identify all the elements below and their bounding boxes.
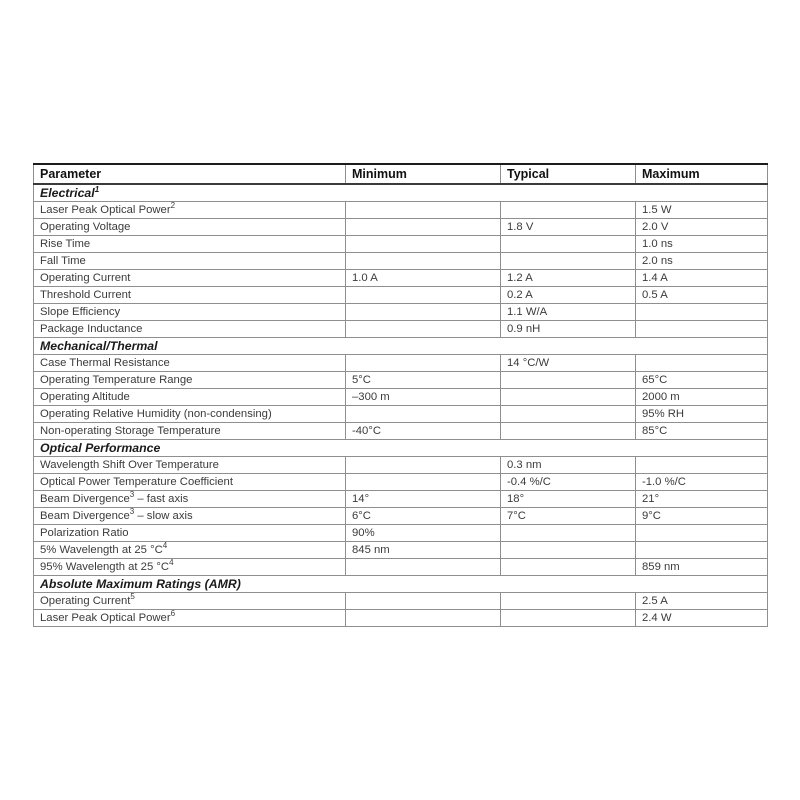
spec-row <box>34 287 768 304</box>
minimum-cell <box>346 304 501 321</box>
typical-cell <box>501 236 636 253</box>
minimum-cell <box>346 253 501 270</box>
parameter-cell: Polarization Ratio <box>34 525 346 542</box>
spec-table-body <box>34 184 768 627</box>
section-row <box>34 184 768 202</box>
spec-row <box>34 406 768 423</box>
minimum-cell <box>346 593 501 610</box>
maximum-cell: 65°C <box>636 372 768 389</box>
maximum-cell: 95% RH <box>636 406 768 423</box>
section-title: Absolute Maximum Ratings (AMR) <box>34 576 768 593</box>
footnote-ref: 1 <box>94 184 100 194</box>
footnote-ref: 4 <box>162 541 168 550</box>
typical-cell: 7°C <box>501 508 636 525</box>
minimum-cell: 6°C <box>346 508 501 525</box>
typical-cell <box>501 253 636 270</box>
maximum-cell: 2.0 V <box>636 219 768 236</box>
col-header-parameter: Parameter <box>34 164 346 184</box>
maximum-cell <box>636 525 768 542</box>
section-title: Electrical$^1$ <box>34 184 768 202</box>
parameter-cell: 95% Wavelength at 25 $^\circ C^4$ <box>34 559 346 576</box>
spec-row <box>34 372 768 389</box>
maximum-cell <box>636 542 768 559</box>
typical-cell <box>501 542 636 559</box>
parameter-cell: Package Inductance <box>34 321 346 338</box>
typical-cell: 18° <box>501 491 636 508</box>
spec-table-container <box>33 163 767 627</box>
typical-cell <box>501 525 636 542</box>
typical-cell <box>501 559 636 576</box>
parameter-cell: Non-operating Storage Temperature <box>34 423 346 440</box>
maximum-cell: 1.0 ns <box>636 236 768 253</box>
section-row <box>34 576 768 593</box>
minimum-cell: 5°C <box>346 372 501 389</box>
spec-row <box>34 219 768 236</box>
spec-row <box>34 491 768 508</box>
minimum-cell: 1.0 A <box>346 270 501 287</box>
table-header-row <box>34 164 768 184</box>
minimum-cell: 845 nm <box>346 542 501 559</box>
typical-cell: 1.1 W/A <box>501 304 636 321</box>
spec-row <box>34 474 768 491</box>
minimum-cell <box>346 287 501 304</box>
spec-table <box>33 163 768 627</box>
spec-row <box>34 559 768 576</box>
parameter-cell: Operating Current <box>34 270 346 287</box>
typical-cell <box>501 372 636 389</box>
maximum-cell: 9°C <box>636 508 768 525</box>
footnote-ref: 3 <box>129 507 135 516</box>
maximum-cell: 2.0 ns <box>636 253 768 270</box>
minimum-cell <box>346 406 501 423</box>
parameter-cell: Rise Time <box>34 236 346 253</box>
parameter-cell: Case Thermal Resistance <box>34 355 346 372</box>
col-header-typical: Typical <box>501 164 636 184</box>
minimum-cell <box>346 321 501 338</box>
minimum-cell <box>346 474 501 491</box>
spec-row <box>34 270 768 287</box>
typical-cell: 14 °C/W <box>501 355 636 372</box>
col-header-minimum: Minimum <box>346 164 501 184</box>
maximum-cell: 2000 m <box>636 389 768 406</box>
maximum-cell: 2.4 W <box>636 610 768 627</box>
spec-row <box>34 423 768 440</box>
spec-row <box>34 355 768 372</box>
parameter-cell: Laser Peak Optical Power$^2$ <box>34 202 346 219</box>
footnote-ref: 2 <box>170 201 176 210</box>
maximum-cell: -1.0 %/C <box>636 474 768 491</box>
typical-cell <box>501 202 636 219</box>
spec-row <box>34 304 768 321</box>
maximum-cell: 21° <box>636 491 768 508</box>
typical-cell: 0.2 A <box>501 287 636 304</box>
minimum-cell <box>346 610 501 627</box>
spec-row <box>34 236 768 253</box>
parameter-cell: Threshold Current <box>34 287 346 304</box>
minimum-cell <box>346 236 501 253</box>
spec-row <box>34 610 768 627</box>
parameter-cell: Fall Time <box>34 253 346 270</box>
maximum-cell: 85°C <box>636 423 768 440</box>
section-row <box>34 338 768 355</box>
minimum-cell <box>346 202 501 219</box>
typical-cell <box>501 593 636 610</box>
section-row <box>34 440 768 457</box>
minimum-cell <box>346 457 501 474</box>
footnote-ref: 5 <box>130 592 135 601</box>
typical-cell <box>501 423 636 440</box>
parameter-cell: Slope Efficiency <box>34 304 346 321</box>
spec-row <box>34 508 768 525</box>
typical-cell: -0.4 %/C <box>501 474 636 491</box>
parameter-cell: Operating Current$^5$ <box>34 593 346 610</box>
parameter-cell: Beam Divergence$^3$ – slow axis <box>34 508 346 525</box>
parameter-cell: Operating Temperature Range <box>34 372 346 389</box>
minimum-cell: 90% <box>346 525 501 542</box>
spec-row <box>34 457 768 474</box>
section-title: Optical Performance <box>34 440 768 457</box>
maximum-cell: 0.5 A <box>636 287 768 304</box>
minimum-cell: 14° <box>346 491 501 508</box>
footnote-ref: 6 <box>170 609 176 618</box>
spec-row <box>34 389 768 406</box>
maximum-cell <box>636 355 768 372</box>
typical-cell <box>501 406 636 423</box>
parameter-cell: Beam Divergence$^3$ – fast axis <box>34 491 346 508</box>
minimum-cell <box>346 219 501 236</box>
typical-cell: 0.9 nH <box>501 321 636 338</box>
col-header-maximum: Maximum <box>636 164 768 184</box>
parameter-cell: 5% Wavelength at 25 $^\circ C^4$ <box>34 542 346 559</box>
typical-cell: 0.3 nm <box>501 457 636 474</box>
spec-row <box>34 202 768 219</box>
minimum-cell: -40°C <box>346 423 501 440</box>
spec-row <box>34 321 768 338</box>
typical-cell <box>501 610 636 627</box>
minimum-cell <box>346 355 501 372</box>
spec-row <box>34 253 768 270</box>
spec-row <box>34 525 768 542</box>
typical-cell: 1.8 V <box>501 219 636 236</box>
footnote-ref: 4 <box>169 558 174 567</box>
maximum-cell: 1.5 W <box>636 202 768 219</box>
parameter-cell: Optical Power Temperature Coefficient <box>34 474 346 491</box>
parameter-cell: Laser Peak Optical Power$^6$ <box>34 610 346 627</box>
parameter-cell: Operating Altitude <box>34 389 346 406</box>
typical-cell <box>501 389 636 406</box>
parameter-cell: Operating Voltage <box>34 219 346 236</box>
minimum-cell <box>346 559 501 576</box>
minimum-cell: –300 m <box>346 389 501 406</box>
maximum-cell: 2.5 A <box>636 593 768 610</box>
maximum-cell: 1.4 A <box>636 270 768 287</box>
maximum-cell <box>636 457 768 474</box>
parameter-cell: Wavelength Shift Over Temperature <box>34 457 346 474</box>
section-title: Mechanical/Thermal <box>34 338 768 355</box>
spec-row <box>34 593 768 610</box>
maximum-cell <box>636 321 768 338</box>
parameter-cell: Operating Relative Humidity (non-condensing) <box>34 406 346 423</box>
spec-row <box>34 542 768 559</box>
maximum-cell <box>636 304 768 321</box>
footnote-ref: 3 <box>129 490 135 499</box>
typical-cell: 1.2 A <box>501 270 636 287</box>
maximum-cell: 859 nm <box>636 559 768 576</box>
